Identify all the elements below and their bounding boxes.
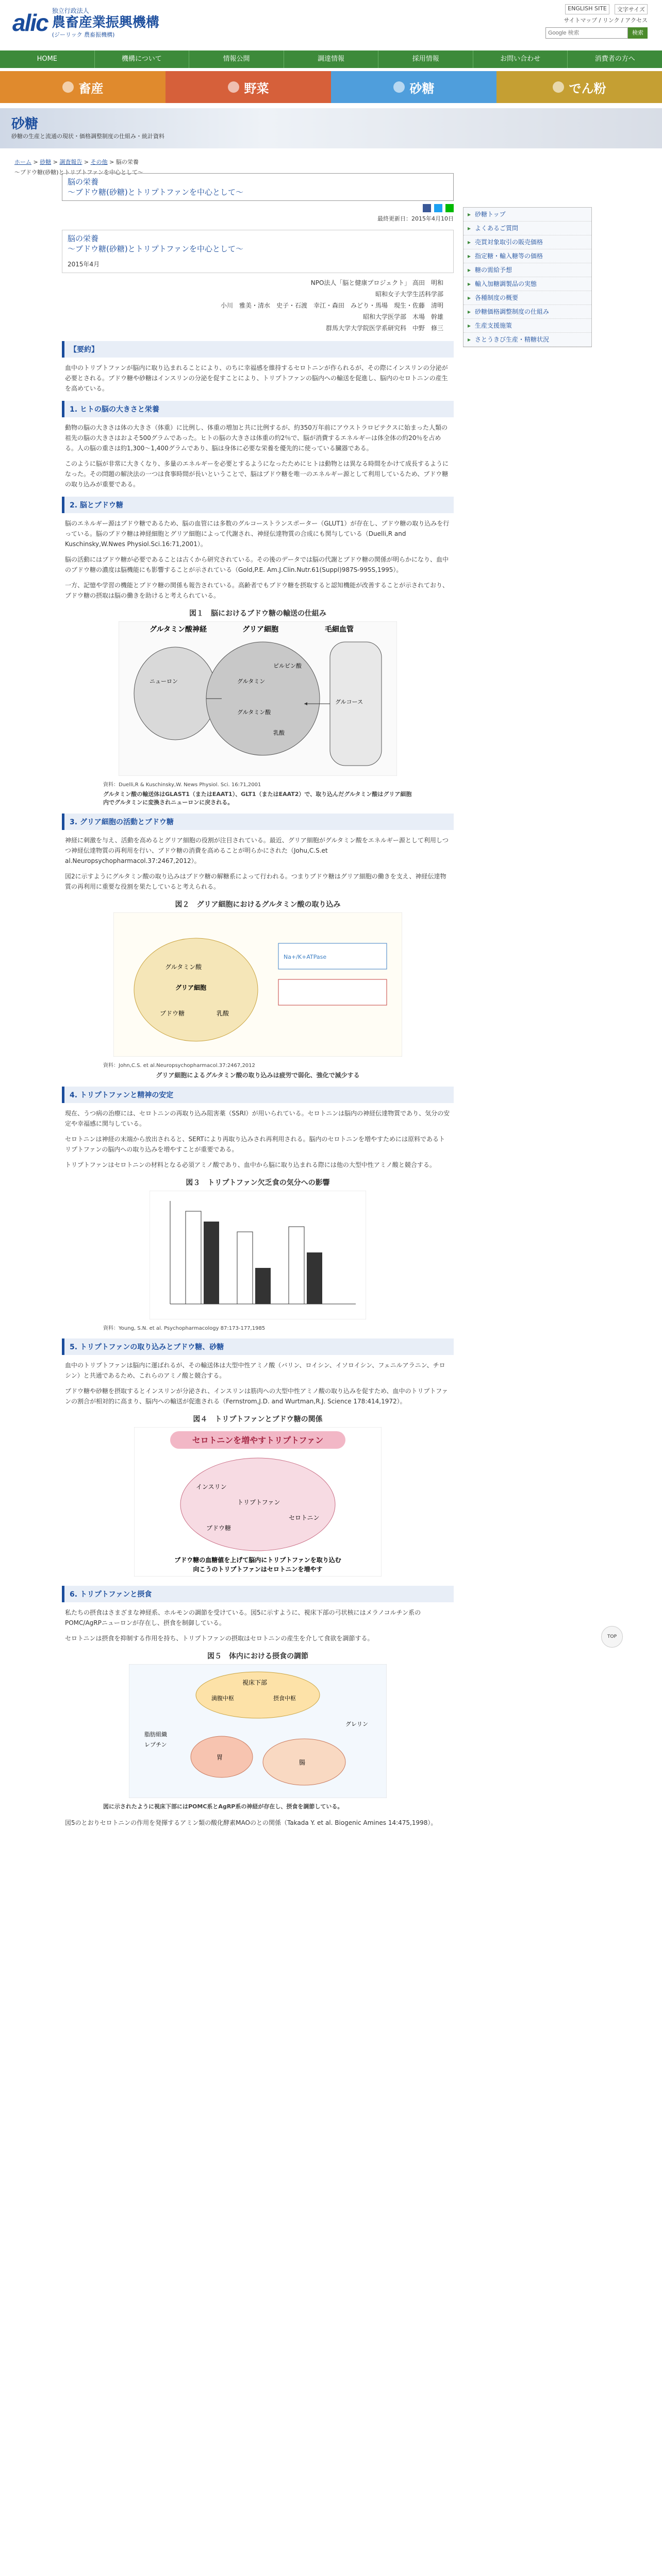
header-utilities bbox=[529, 4, 648, 39]
font-size-control[interactable]: 文字サイズ bbox=[615, 4, 648, 14]
gnav-contact[interactable]: お問い合わせ bbox=[473, 50, 568, 68]
figure-1: 図１ 脳におけるブドウ糖の輸送の仕組み グルタミン酸神経 グリア細胞 毛細血管 ニューロン グルコース グルタミン グルタミン酸 乳酸 ピルビン酸 資料：Duelli,R & Kuschinsky,W. News Physiol. Sci. 16:71,2001 グルタミン酸の輸送体はGLAST1（またはEAAT1）、GLT1（またはEAAT2）で、取り込んだグルタミン酸はグリア細胞内でグルタミンに変換されニューロンに戻される。 bbox=[103, 609, 412, 806]
breadcrumb-home[interactable]: ホーム bbox=[14, 159, 31, 165]
search-input[interactable] bbox=[545, 27, 628, 39]
fig5-label-ghrelin: グレリン bbox=[345, 1721, 368, 1727]
gnav-home[interactable]: HOME bbox=[0, 50, 95, 68]
article-title: 脳の栄養 ～ブドウ糖(砂糖)とトリプトファンを中心として～ bbox=[62, 173, 454, 201]
fig3-bar-2 bbox=[204, 1222, 219, 1304]
fig1-label-glutamate: グルタミン酸 bbox=[237, 709, 271, 716]
neuron-shape bbox=[134, 647, 217, 740]
section-5: 5. トリプトファンの取り込みとブドウ糖、砂糖 血中のトリプトファンは脳内に運ばれるが、その輸送体は大型中性アミノ酸（バリン、ロイシン、イソロイシン、フェニルアラニン、チロシン）と共通であるため、これらのアミノ酸と競合する。 ブドウ糖や砂糖を摂取するとインスリンが分泌され、インスリンは筋肉への大型中性アミノ酸の取り込みを促すため、血中のトリプトファンの割合が相対的に高まり、脳内への輸送が促進される（Fernstrom,J.D. and Wurtman,R.J. Science 178:414,1972）。 bbox=[62, 1338, 454, 1406]
figure-1-diagram bbox=[119, 621, 397, 776]
share-buttons bbox=[62, 204, 454, 212]
fig4-label-serotonin: セロトニン bbox=[289, 1514, 320, 1521]
figure-2: 図２ グリア細胞におけるグルタミン酸の取り込み グルタミン酸 グリア細胞 ブドウ糖 乳酸 Na+/K+ATPase 資料：John,C.S. et al.Neuropsychopharmacol.37:2467,2012 グリア細胞によるグルタミン酸の取り込みは疲労で弱化、強化で減少する bbox=[62, 899, 454, 1079]
logo-sub2: (ジーリック 農畜振機構) bbox=[52, 31, 115, 38]
figure-4: 図４ トリプトファンとブドウ糖の関係 セロトニンを増やすトリプトファン インスリン トリプトファン セロトニン ブドウ糖 ブドウ糖の血糖値を上げて脳内にトリプトファンを取り込む 向こうのトリプトファンはセロトニンを増やす bbox=[62, 1414, 454, 1579]
fig5-label-leptin: レプチン bbox=[144, 1741, 167, 1748]
breadcrumb-other[interactable]: その他 bbox=[90, 159, 108, 165]
banner-title: 砂糖 bbox=[11, 116, 39, 132]
figure-5-diagram bbox=[129, 1664, 387, 1798]
section-1: 1. ヒトの脳の大きさと栄養 動物の脳の大きさは体の大きさ（体重）に比例し、体重の増加と共に比例するが、約350万年前にアウストラロピテクスに始まった人類の祖先の脳の大きさはおよそ500グラムであった。ヒトの脳の大きさは体重の約2％で、脳が消費するエネルギーは体全体の約20％を占める。人の脳の重さは約1,300～1,400グラムであり、脳は身体に必要な栄養を優先的に使っている臓器である。 このように脳が非常に大きくなり、多量のエネルギーを必要とするようになったためにヒトは動物とは異なる時間をかけて成長するようになった。その問題の解決法の一つは食事時間が長いということで、脳はブドウ糖を唯一のエネルギー源として利用しているため、ブドウ糖の取り込みが重要である。 bbox=[62, 401, 454, 489]
fig2-label-glutamate: グルタミン酸 bbox=[165, 963, 202, 971]
fig5-label-feeding-center: 摂食中枢 bbox=[273, 1695, 296, 1702]
fig2-label-glia: グリア細胞 bbox=[175, 984, 207, 991]
fig3-bar-6 bbox=[307, 1252, 322, 1304]
breadcrumb-current: 脳の栄養 bbox=[115, 159, 139, 165]
section-banner bbox=[0, 108, 662, 148]
fig1-label-pyruvate: ピルビン酸 bbox=[273, 663, 302, 669]
logo-sub: 独立行政法人 bbox=[52, 7, 89, 14]
twitter-icon[interactable] bbox=[434, 204, 442, 212]
search-form bbox=[529, 27, 648, 39]
fig1-label-glutamate-neuron: グルタミン酸神経 bbox=[150, 625, 207, 634]
fig2-label-atpase: Na+/K+ATPase bbox=[284, 954, 327, 960]
gnav-consumer[interactable]: 消費者の方へ bbox=[594, 55, 635, 63]
last-updated: 最終更新日：2015年4月10日 bbox=[377, 215, 454, 222]
facebook-icon[interactable] bbox=[423, 204, 431, 212]
article-header-box: 脳の栄養 ～ブドウ糖(砂糖)とトリプトファンを中心として～ 2015年4月 bbox=[62, 230, 454, 273]
sidebar-item-supply-forecast[interactable]: ▸ 糖の需給予想 bbox=[464, 263, 591, 277]
sidebar-item-price-adjustment[interactable]: ▸ 砂糖価格調整制度の仕組み bbox=[464, 305, 591, 319]
fig3-bar-5 bbox=[289, 1227, 304, 1304]
livestock-icon bbox=[62, 81, 74, 93]
fig5-label-stomach: 胃 bbox=[217, 1754, 223, 1761]
sidebar-menu bbox=[463, 207, 592, 347]
glia-shape bbox=[206, 642, 320, 755]
fig2-label-lactate: 乳酸 bbox=[217, 1010, 229, 1017]
sidebar-item-sugar-top[interactable]: ▸ 砂糖トップ bbox=[464, 208, 591, 222]
figure-3: 図３ トリプトファン欠乏食の気分への影響 資料：Young, S.N. et al. Psychopharmacology 87:173-177,1985 bbox=[62, 1177, 454, 1331]
breadcrumb: ホーム > 砂糖 > 調査報告 > その他 > 脳の栄養 bbox=[14, 159, 139, 165]
back-to-top-button[interactable]: TOP bbox=[601, 1626, 623, 1648]
fig3-bar-3 bbox=[237, 1232, 253, 1304]
banner-subtitle: 砂糖の生産と流通の現状・価格調整制度の仕組み・統計資料 bbox=[11, 133, 164, 140]
fig1-label-glia: グリア細胞 bbox=[242, 625, 278, 634]
fig2-legend-box-2 bbox=[278, 979, 387, 1005]
figure-3-chart bbox=[150, 1191, 366, 1319]
gnav-about[interactable]: 機構について bbox=[95, 50, 190, 68]
breadcrumb-reports[interactable]: 調査報告 bbox=[59, 159, 82, 165]
section-6: 6. トリプトファンと摂食 私たちの摂食はさまざまな神経系、ホルモンの調節を受けている。図5に示すように、視床下部の弓状核にはメラノコルチン系のPOMC/AgRPニューロンが存在し、摂食を制御している。 セロトニンは摂食を抑制する作用を持ち、トリプトファンの摂取はセロトニンの産生を介して食欲を調節する。 bbox=[62, 1586, 454, 1643]
sugar-icon bbox=[393, 81, 405, 93]
fig3-bar-1 bbox=[186, 1211, 201, 1304]
fig4-label-insulin: インスリン bbox=[196, 1483, 227, 1490]
section-2: 2. 脳とブドウ糖 脳のエネルギー源はブドウ糖であるため、脳の血管には多数のグルコーストランスポーター（GLUT1）が存在し、ブドウ糖の取り込みを行っている。脳のブドウ糖は神経細胞とグリア細胞によって代謝され、神経伝達物質の合成にも関与している（Duelli,R and Kuschinsky,W.Nwes Physiol.Sci.16:71,2001）。 脳の活動にはブドウ糖が必要であることは古くから研究されている。その後のデータでは脳の代謝とブドウ糖の関係が明らかになり、血中のブドウ糖の濃度は脳機能にも影響することが示されている（Gold,P.E. Am.J.Clin.Nutr.61(Suppl)987S-995S,1995）。 一方、記憶や学習の機能とブドウ糖の関係も報告されている。高齢者でもブドウ糖を摂取すると認知機能が改善することが示されており、ブドウ糖の摂取は脳の働きを助けると考えられている。 bbox=[62, 497, 454, 601]
fig5-label-satiety-center: 満腹中枢 bbox=[211, 1695, 234, 1702]
logo-main: 農畜産業振興機構 bbox=[52, 15, 159, 30]
fig1-label-glutamine: グルタミン bbox=[237, 678, 266, 685]
fig4-caption-1: ブドウ糖の血糖値を上げて脳内にトリプトファンを取り込む bbox=[174, 1556, 341, 1564]
global-nav bbox=[0, 50, 662, 68]
gnav-recruit[interactable]: 採用情報 bbox=[378, 50, 473, 68]
fig1-label-neuron: ニューロン bbox=[150, 678, 178, 685]
site-logo[interactable] bbox=[12, 6, 159, 39]
header-links[interactable]: サイトマップ / リンク / アクセス bbox=[564, 17, 648, 24]
fig4-label-tryptophan: トリプトファン bbox=[237, 1499, 280, 1506]
sidebar-item-import-products[interactable]: ▸ 輸入加糖調製品の実態 bbox=[464, 277, 591, 291]
sidebar-item-import-price[interactable]: ▸ 指定糖・輸入糖等の価格 bbox=[464, 249, 591, 263]
authors: NPO法人「脳と健康プロジェクト」 高田 明和 昭和女子大学生活科学部 小川 雅美・清水 史子・石渡 幸江・森田 みどり・馬場 現生・佐藤 清明 昭和大学医学部 木場 幹雄 群馬大学大学院医学系研究科 中野 修三 bbox=[220, 279, 443, 332]
search-button[interactable]: 検索 bbox=[628, 27, 648, 39]
figure-2-diagram bbox=[113, 912, 402, 1057]
sidebar-item-sugarcane[interactable]: ▸ さとうきび生産・精糖状況 bbox=[464, 333, 591, 347]
logo-mark: alic bbox=[12, 9, 48, 36]
gnav-procurement[interactable]: 調達情報 bbox=[284, 50, 379, 68]
last-paragraph: 図5のとおりセロトニンの作用を発揮するアミン類の酸化酵素MAOのとの関係（Takada Y. et al. Biogenic Amines 14:475,1998）。 bbox=[65, 1819, 437, 1826]
fig2-label-glucose: ブドウ糖 bbox=[160, 1010, 185, 1017]
tab-sugar[interactable]: 砂糖 bbox=[331, 71, 496, 103]
fig4-caption-2: 向こうのトリプトファンはセロトニンを増やす bbox=[193, 1566, 323, 1573]
fig5-label-intestine: 腸 bbox=[299, 1759, 306, 1766]
figure-4-diagram bbox=[134, 1427, 382, 1577]
fig4-banner-text: セロトニンを増やすトリプトファン bbox=[192, 1435, 324, 1445]
tab-vegetables[interactable]: 野菜 bbox=[166, 71, 331, 103]
sidebar bbox=[463, 207, 592, 347]
main-content bbox=[62, 173, 454, 1833]
tab-starch[interactable]: でん粉 bbox=[496, 71, 662, 103]
fig1-label-lactate: 乳酸 bbox=[273, 730, 285, 736]
fig3-bar-4 bbox=[255, 1268, 271, 1304]
starch-icon bbox=[553, 81, 564, 93]
fig5-label-adipose: 脂肪組織 bbox=[144, 1731, 167, 1738]
sidebar-item-faq[interactable]: ▸ よくあるご質問 bbox=[464, 222, 591, 235]
gnav-disclosure[interactable]: 情報公開 bbox=[189, 50, 284, 68]
english-site-link[interactable]: ENGLISH SITE bbox=[565, 4, 609, 14]
fig1-label-capillary: 毛細血管 bbox=[325, 625, 354, 634]
sidebar-item-systems[interactable]: ▸ 各種制度の概要 bbox=[464, 291, 591, 305]
vegetable-icon bbox=[228, 81, 239, 93]
tab-livestock[interactable]: 畜産 bbox=[0, 71, 166, 103]
breadcrumb-sugar[interactable]: 砂糖 bbox=[40, 159, 52, 165]
breadcrumb-subtitle: ～ブドウ糖(砂糖)とトリプトファンを中心として～ bbox=[14, 169, 144, 176]
section-4: 4. トリプトファンと精神の安定 現在、うつ病の治療には、セロトニンの再取り込み阻害薬（SSRI）が用いられている。セロトニンは脳内の神経伝達物質であり、気分の安定や幸福感に関与している。 セロトニンは神経の末端から放出されると、SERTにより再取り込みされ再利用される。脳内のセロトニンを増やすためには原料であるトリプトファンの脳内への取り込みを増やすことが重要である。 トリプトファンはセロトニンの材料となる必須アミノ酸であり、血中から脳に取り込まれる際には他の大型中性アミノ酸と競合する。 bbox=[62, 1087, 454, 1170]
site-header bbox=[0, 0, 662, 50]
sidebar-item-sales-price[interactable]: ▸ 売買対象取引の販売価格 bbox=[464, 235, 591, 249]
summary-section: 【要約】 血中のトリプトファンが脳内に取り込まれることにより、のちに幸福感を維持するセロトニンが作られるが、その際にインスリンの分泌が必要とされる。ブドウ糖や砂糖はインスリンの分泌を促すことにより、トリプトファンの脳内への輸送を促進し、脳内のセロトニンの産生を高めている。 bbox=[62, 341, 454, 394]
fig1-label-glucose: グルコース bbox=[335, 699, 363, 705]
line-icon[interactable] bbox=[445, 204, 454, 212]
sidebar-item-production-support[interactable]: ▸ 生産支援施策 bbox=[464, 319, 591, 333]
fig5-label-hypothalamus: 視床下部 bbox=[242, 1679, 268, 1686]
section-3: 3. グリア細胞の活動とブドウ糖 神経に刺激を与え、活動を高めるとグリア細胞の役割が注目されている。最近、グリア細胞がグルタミン酸をエネルギー源として利用しつつ神経伝達物質の再利用を行い、ブドウ糖の消費を高めることが明らかにされた（Johu,C.S.et al.Neuropsychopharmacol.37:2467,2012）。 図2に示すようにグルタミン酸の取り込みはブドウ糖の解糖系によって行われる。つまりブドウ糖はグリア細胞の働きを支え、神経伝達物質の再利用に重要な役割を果たしていると考えられる。 bbox=[62, 814, 454, 892]
category-tabs bbox=[0, 71, 662, 103]
fig4-label-glucose: ブドウ糖 bbox=[206, 1524, 231, 1532]
figure-5: 図５ 体内における摂食の調節 視床下部 満腹中枢 摂食中枢 胃 腸 脂肪組織 レプチン グレリン 図に示されたように視床下部にはPOMC系とAgRP系の神経が存在し、摂食を調節している。 bbox=[62, 1651, 454, 1810]
